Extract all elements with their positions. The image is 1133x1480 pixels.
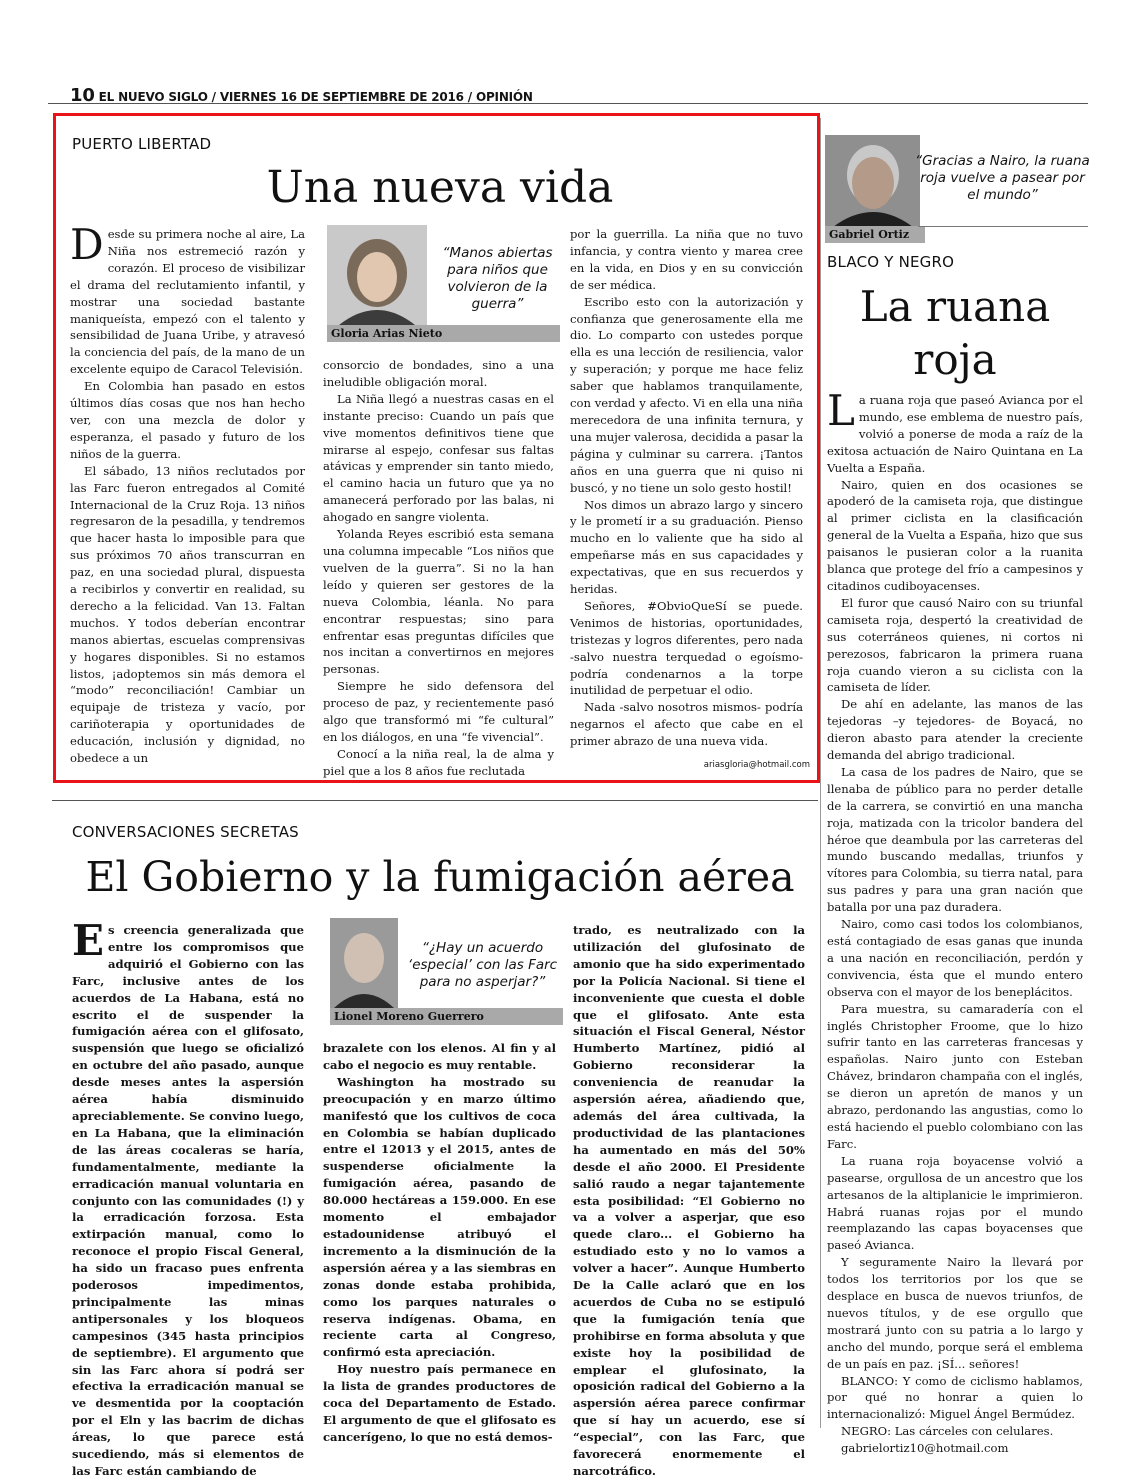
article2-para-11: NEGRO: Las cárceles con celulares. (841, 1424, 1054, 1439)
article2-para-6: Nairo, como casi todos los colombianos, está contagiado de esas ganas que inunda a una nación en reconciliación, perdón y convivencia, ésta que el mundo entero observa con el mayor de los beneplácitos. (827, 917, 1083, 999)
author-photo-gloria (327, 225, 427, 325)
article1-quote: “Manos abiertas para niños que volvieron de la guerra” (442, 245, 553, 312)
article1-col2-para-5: Conocí a la niña real, la de alma y piel que a los 8 años fue reclutada (323, 746, 554, 778)
section-label-conversaciones: CONVERSACIONES SECRETAS (72, 823, 299, 841)
article3-col2-para-1: brazalete con los elenos. Al fin y al cabo el negocio es muy rentable. (323, 1041, 556, 1072)
column-divider (820, 118, 821, 1428)
article2-para-3: El furor que causó Nairo con su triunfal camiseta roja, despertó la creatividad de sus coterráneos quienes, ni cortos ni perezosos, fabricaron la primera ruana roja cuando vieron a su ciclista con la camiseta de líder. (827, 595, 1083, 695)
article1-col3-para-5: Nada -salvo nosotros mismos- podría negarnos el afecto que cabe en el primer abrazo de una nueva vida. (570, 700, 803, 749)
article3-col2-para-3: Hoy nuestro país permanece en la lista de grandes productores de coca del Departamento de Estado. El argumento de que el glifosato es cancerígeno, lo que no está demos- (323, 1362, 556, 1444)
article2-para-9: Y seguramente Nairo la llevará por todos los territorios por los que se desplace en busca de nuevos triunfos, de nuevos títulos, y de ese orgullo que mostrará junto con su patria a lo largo y ancho del mundo, porque será el emblema de un país en paz. ¡SÍ... señores! (827, 1255, 1083, 1371)
article2-para-10: BLANCO: Y como de ciclismo hablamos, por qué no honrar a quien lo internacionalizó: Miguel Ángel Bermúdez. (827, 1373, 1083, 1422)
author-name-gloria: Gloria Arias Nieto (327, 325, 560, 342)
article2-title: La ruana roja (859, 282, 1051, 384)
article1-email: ariasgloria@hotmail.com (703, 760, 810, 770)
article1-column-1 (70, 220, 305, 774)
article2-email: gabrielortiz10@hotmail.com (841, 1441, 1009, 1456)
article3-quote: “¿Hay un acuerdo ‘especial’ con las Farc para no asperjar?” (407, 940, 558, 990)
article1-col2-para-1: consorcio de bondades, sino a una ineludible obligación moral. (323, 358, 554, 389)
author-photo-lionel (330, 918, 398, 1008)
section-label-puerto-libertad: PUERTO LIBERTAD (72, 135, 212, 153)
article1-col3-para-3: Nos dimos un abrazo largo y sincero y le prometí ir a su graduación. Pienso mucho en lo valiente que ha sido al empeñarse más en sus capacidades y expectativas, que en sus recuerdos y heridas. (570, 497, 803, 597)
article1-col1-para-1: Desde su primera noche al aire, La Niña nos estremeció razón y corazón. El proceso de visibilizar el drama del reclutamiento infantil, y mostrar una sociedad bastante maniqueísta, empezó con el talento y sensibilidad de Juana Uribe, y atravesó la conciencia del país, de la mano de un excelente equipo de Caracol Televisión. (70, 220, 305, 377)
article1-col1-para-2: En Colombia han pasado en estos últimos días cosas que nos han hecho ver, con una mezcla de dolor y esperanza, el pasado y futuro de los niños de la guerra. (70, 379, 305, 461)
article1-column-3 (570, 226, 803, 756)
article2-para-2: Nairo, quien en dos ocasiones se apoderó de la camiseta roja, que distingue al primer ciclista en la clasificación general de la Vuelta a España, hizo que sus paisanos le pusieran color a la ruanita blanca que protege del frío a campesinos y citadinos cudiboyacenses. (827, 477, 1083, 593)
article3-col1-para-1: Es creencia generalizada que entre los compromisos que adquirió el Gobierno con las Farc, inclusive antes de los acuerdos de La Habana, está no escrito el de suspender la fumigación aérea con el glifosato, suspensión que luego se oficializó en octubre del año pasado, aunque desde meses antes la aspersión aérea había disminuido apreciablemente. Se convino luego, en La Habana, que la eliminación de las áreas cocaleras se haría, fundamentalmente, mediante la erradicación manual voluntaria en conjunto con las comunidades (!) y la erradicación forzosa. Esta extirpación manual, como lo reconoce el propio Fiscal General, ha sido un fracaso pues enfrenta poderosos impedimentos, principalmente las minas antipersonales y los bloqueos campesinos (345 hasta principios de septiembre). El argumento que sin las Farc ahora sí podrá ser efectiva la erradicación manual se ve desmentida por la cooptación por el Eln y las bacrim de dichas áreas, lo que parece está sucediendo, más si elementos de las Farc están cambiando de (72, 916, 304, 1478)
article3-col3-para-1: trado, es neutralizado con la utilización del glufosinato de amonio que ha sido experimentado por la Policía Nacional. Si tiene el inconveniente que cuesta el doble que el glifosato. Ante esta situación el Fiscal General, Néstor Humberto Martínez, pidió al Gobierno reconsiderar la conveniencia de reanudar la aspersión aérea, añadiendo que, además del área cultivada, la productividad de las plantaciones ha aumentado en más del 50% desde el año 2000. El Presidente salió raudo a negar tajantemente esta posibilidad: “El Gobierno no va a volver a asperjar, que eso quede claro... el Gobierno ha estudiado esto y no lo vamos a volver a hacer”. Aunque Humberto De la Calle aclaró que en los acuerdos de Cuba no se estipuló que la fumigación tenía que prohibirse en forma absoluta y que existe hoy la posibilidad de emplear el glufosinato, la oposición radical del Gobierno a la aspersión aérea parece confirmar que sí hay un acuerdo, ese sí “especial”, con las Farc, que favorecerá enormemente el narcotráfico. (573, 923, 805, 1478)
article1-col2-para-4: Siempre he sido defensora del proceso de paz, y recientemente pasó algo que transformó mi “fe cultural” en los diálogos, en una “fe vivencial”. (323, 679, 554, 744)
header-rule (48, 103, 1088, 104)
article2-column (827, 386, 1083, 1456)
article1-title: Una nueva vida (266, 162, 614, 213)
author-name-lionel: Lionel Moreno Guerrero (330, 1008, 563, 1025)
portrait-image (825, 135, 920, 227)
portrait-image (327, 225, 427, 325)
article3-col2-para-2: Washington ha mostrado su preocupación y en marzo último manifestó que los cultivos de coca en Colombia se habían duplicado entre el 12013 y el 2015, antes de suspenderse oficialmente la fumigación aérea, pasando de 80.000 hectáreas a 159.000. En ese momento el embajador estadounidense atribuyó el incremento a la disminución de la aspersión aérea y a las siembras en zonas donde estaba prohibida, como los parques naturales o reserva indígenas. Obama, en reciente carta al Congreso, confirmó esta apreciación. (323, 1074, 556, 1360)
article1-col2-para-3: Yolanda Reyes escribió esta semana una columna impecable “Los niños que vuelven de la guerra”. Si no la han leído y quieren ser gestores de la nueva Colombia, léanla. No para encontrar respuestas; sino para enfrentar esas preguntas difíciles que nos incitan a convertirnos en mejores personas. (323, 527, 554, 677)
article2-para-8: La ruana roja boyacense volvió a pasearse, orgullosa de un ancestro que los artesanos de la altiplanicie le imprimieron. Habrá ruanas rojas por el mundo reemplazando las capas boyacenses que paseó Avianca. (827, 1153, 1083, 1253)
article1-col3-para-1: por la guerrilla. La niña que no tuvo infancia, y contra viento y marea cree en la vida, en Dios y en su convicción de ser médica. (570, 227, 803, 292)
article2-quote: “Gracias a Nairo, la ruana roja vuelve a pasear por el mundo” (915, 153, 1090, 203)
article2-para-7: Para muestra, su camaradería con el inglés Christopher Froome, que lo hizo sufrir tanto en las carreteras francesas y españolas. Nairo junto con Esteban Chávez, brindaron champaña con el inglés, se dieron un apretón de manos y un abrazo, perdonando las angustias, como lo está haciendo el pueblo colombiano con las Farc. (827, 1001, 1083, 1151)
section-rule (52, 800, 818, 801)
section-label-blanco-negro: BLACO Y NEGRO (827, 253, 955, 271)
author-photo-gabriel (825, 135, 920, 227)
article2-para-1: La ruana roja que paseó Avianca por el mundo, ese emblema de nuestro país, volvió a ponerse de moda a raíz de la exitosa actuación de Nairo Quintana en La Vuelta a España. (827, 386, 1083, 475)
drop-cap: L (827, 386, 855, 435)
article3-column-2 (323, 1040, 556, 1444)
portrait-image (330, 918, 398, 1008)
author-name-gabriel: Gabriel Ortiz (825, 226, 925, 243)
article2-para-4: De ahí en adelante, las manos de las tejedoras –y tejedores- de Boyacá, no dieron abasto para atender la creciente demanda del abrigo tradicional. (827, 697, 1083, 763)
article1-col3-para-4: Señores, #ObvioQueSí se puede. Venimos de historias, oportunidades, tristezas y logros diferentes, pero nada -salvo nuestra terquedad o egoísmo- podría condenarnos a la torpe inutilidad de perpetuar el odio. (570, 598, 803, 698)
article3-column-1 (72, 916, 304, 1478)
article1-col2-para-2: La Niña llegó a nuestras casas en el instante preciso: Cuando un país que vive momentos definitivos tiene que mirarse al espejo, confesar sus faltas atávicas y emprender sin tanto miedo, el camino hacia un futuro que ya no amanecerá perforado por las balas, ni ahogado en sangre violenta. (323, 391, 554, 525)
article1-col1-para-3: El sábado, 13 niños reclutados por las Farc fueron entregados al Comité Internacional de la Cruz Roja. 13 niños regresaron de la pesadilla, y tendremos que hacer hasta lo imposible para que sus próximos 70 años transcurran en paz, en una sociedad plural, dispuesta a recibirlos y convertir en realidad, su derecho a la felicidad. Van 13. Faltan muchos. Y todos deberían encontrar manos abiertas, escuelas comprensivas y hogares disponibles. Si no estamos listos, ¡adoptemos sin más demora el “modo” reconciliación! Cambiar un equipaje de tristeza y vacío, por cariñoterapia y oportunidades de educación, inclusión y dignidad, no obedece a un (70, 463, 305, 766)
folio-text: EL NUEVO SIGLO / VIERNES 16 DE SEPTIEMBRE DE 2016 / OPINIÓN (98, 90, 533, 104)
page-number: 10 (70, 85, 95, 106)
article1-col3-para-2: Escribo esto con la autorización y confianza que generosamente ella me dio. Lo comparto con ustedes porque ella es una lección de resiliencia, valor y superación; y porque me hace feliz saber que hablamos tranquilamente, con verdad y afecto. Vi en ella una niña merecedora de una infinita ternura, y una mujer valerosa, decidida a pasar la página y culminar su carrera. ¡Tantos años en una guerra que ni quiso ni buscó, y no tiene un solo gesto hostil! (570, 294, 803, 495)
quote-rule (918, 226, 1088, 227)
drop-cap: D (70, 220, 104, 269)
article2-para-5: La casa de los padres de Nairo, que se llenaba de público para no perder detalle de la carrera, se convirtió en una mancha roja, matizada con la tricolor bandera del héroe que deambula por las carreteras del mundo buscando medallas, triunfos y vítores para Colombia, su tierra natal, para sus padres y para una gran nación que batalla por una paz duradera. (827, 764, 1083, 915)
drop-cap: E (72, 916, 105, 965)
article3-title: El Gobierno y la fumigación aérea (85, 853, 795, 901)
article1-column-2 (323, 357, 554, 777)
article3-column-3 (573, 922, 805, 1478)
